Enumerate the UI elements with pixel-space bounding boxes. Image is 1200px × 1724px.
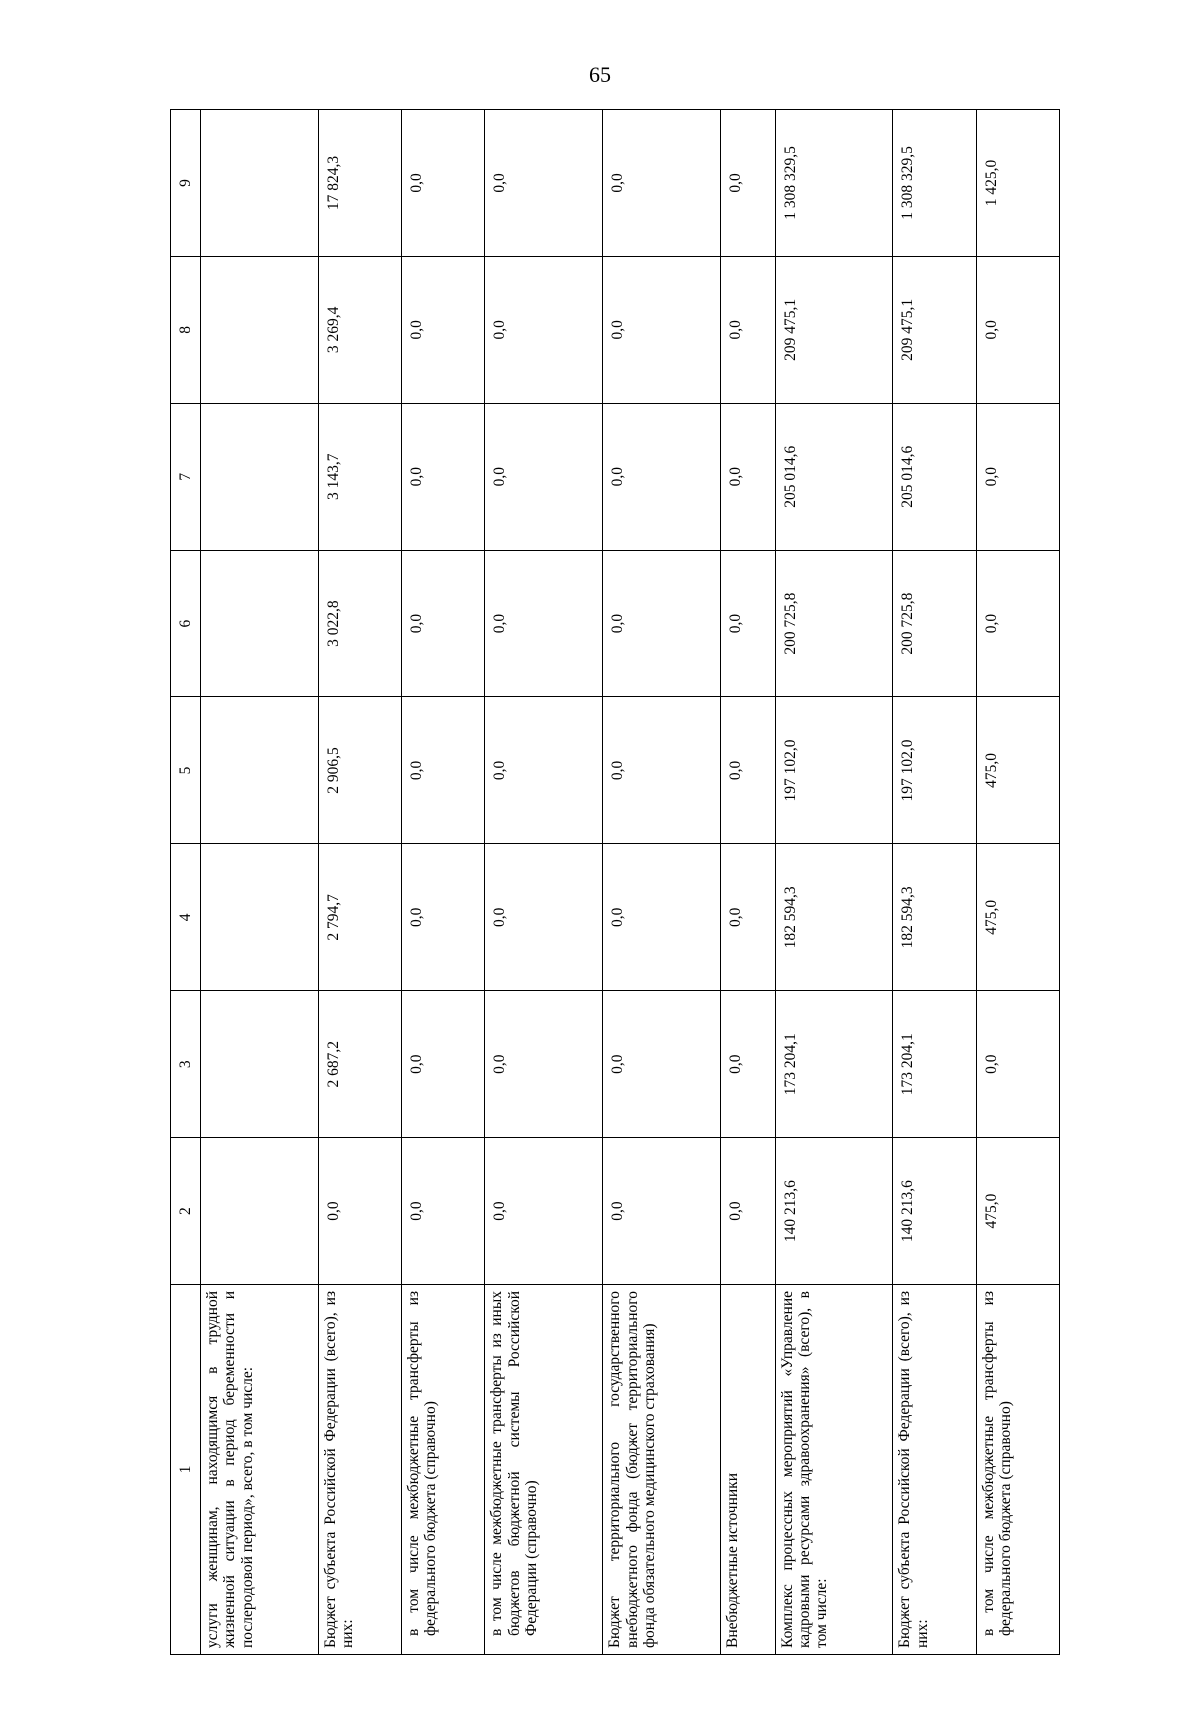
- value-cell: 0,0: [402, 110, 485, 257]
- value-cell: [201, 403, 319, 550]
- value-cell: 205 014,6: [893, 403, 976, 550]
- column-header-9: 9: [171, 110, 201, 257]
- budget-table: [170, 109, 1060, 1655]
- row-label: в том числе межбюджетные трансферты из федерального бюджета (справочно): [402, 1285, 485, 1655]
- column-number-header-row: [171, 110, 201, 1655]
- value-cell: 182 594,3: [775, 844, 893, 991]
- value-cell: 2 794,7: [318, 844, 401, 991]
- table-row: [318, 110, 401, 1655]
- value-cell: 1 308 329,5: [775, 110, 893, 257]
- row-label: Комплекс процессных мероприятий «Управление кадровыми ресурсами здравоохранения» (всего), в том числе:: [775, 1285, 893, 1655]
- value-cell: 0,0: [402, 403, 485, 550]
- value-cell: 0,0: [485, 550, 603, 697]
- value-cell: 2 906,5: [318, 697, 401, 844]
- column-header-8: 8: [171, 256, 201, 403]
- value-cell: 0,0: [603, 991, 721, 1138]
- column-header-7: 7: [171, 403, 201, 550]
- row-label: в том числе межбюджетные трансферты из иных бюджетов бюджетной системы Российской Федерации (справочно): [485, 1285, 603, 1655]
- value-cell: 0,0: [318, 1138, 401, 1285]
- value-cell: 0,0: [976, 991, 1059, 1138]
- column-header-1: 1: [171, 1285, 201, 1655]
- budget-table-container: [170, 110, 1060, 1655]
- value-cell: 0,0: [402, 256, 485, 403]
- value-cell: 182 594,3: [893, 844, 976, 991]
- column-header-6: 6: [171, 550, 201, 697]
- column-header-5: 5: [171, 697, 201, 844]
- value-cell: 0,0: [721, 991, 776, 1138]
- value-cell: 200 725,8: [775, 550, 893, 697]
- value-cell: [201, 1138, 319, 1285]
- value-cell: 2 687,2: [318, 991, 401, 1138]
- row-label: Внебюджетные источники: [721, 1285, 776, 1655]
- row-label: в том числе межбюджетные трансферты из федерального бюджета (справочно): [976, 1285, 1059, 1655]
- value-cell: 3 269,4: [318, 256, 401, 403]
- value-cell: 475,0: [976, 1138, 1059, 1285]
- value-cell: [201, 844, 319, 991]
- table-row: [721, 110, 776, 1655]
- value-cell: 0,0: [402, 844, 485, 991]
- value-cell: 475,0: [976, 844, 1059, 991]
- value-cell: 197 102,0: [775, 697, 893, 844]
- column-header-3: 3: [171, 991, 201, 1138]
- value-cell: 140 213,6: [893, 1138, 976, 1285]
- table-row: [893, 110, 976, 1655]
- value-cell: 0,0: [402, 991, 485, 1138]
- value-cell: 1 425,0: [976, 110, 1059, 257]
- value-cell: 0,0: [603, 403, 721, 550]
- value-cell: 17 824,3: [318, 110, 401, 257]
- value-cell: 0,0: [485, 256, 603, 403]
- value-cell: 0,0: [721, 550, 776, 697]
- value-cell: 0,0: [485, 1138, 603, 1285]
- row-label: услуги женщинам, находящимся в трудной жизненной ситуации в период беременности и послеродовой период», всего, в том числе:: [201, 1285, 319, 1655]
- value-cell: 0,0: [485, 403, 603, 550]
- value-cell: 0,0: [485, 697, 603, 844]
- value-cell: 0,0: [485, 844, 603, 991]
- rotated-table-frame: [170, 110, 1060, 1655]
- value-cell: 0,0: [603, 844, 721, 991]
- value-cell: 0,0: [485, 991, 603, 1138]
- value-cell: 1 308 329,5: [893, 110, 976, 257]
- value-cell: 0,0: [721, 403, 776, 550]
- value-cell: 0,0: [721, 697, 776, 844]
- value-cell: [201, 550, 319, 697]
- value-cell: [201, 256, 319, 403]
- value-cell: 0,0: [721, 1138, 776, 1285]
- row-label: Бюджет субъекта Российской Федерации (всего), из них:: [318, 1285, 401, 1655]
- value-cell: 0,0: [402, 550, 485, 697]
- table-row: [201, 110, 319, 1655]
- value-cell: 209 475,1: [775, 256, 893, 403]
- value-cell: 0,0: [485, 110, 603, 257]
- table-row: [603, 110, 721, 1655]
- table-row: [775, 110, 893, 1655]
- table-row: [976, 110, 1059, 1655]
- value-cell: 475,0: [976, 697, 1059, 844]
- value-cell: 209 475,1: [893, 256, 976, 403]
- value-cell: 0,0: [402, 1138, 485, 1285]
- value-cell: 0,0: [976, 403, 1059, 550]
- value-cell: 0,0: [603, 256, 721, 403]
- value-cell: 173 204,1: [893, 991, 976, 1138]
- value-cell: 205 014,6: [775, 403, 893, 550]
- value-cell: 0,0: [402, 697, 485, 844]
- value-cell: 0,0: [721, 844, 776, 991]
- column-header-4: 4: [171, 844, 201, 991]
- value-cell: [201, 697, 319, 844]
- value-cell: 3 022,8: [318, 550, 401, 697]
- value-cell: 3 143,7: [318, 403, 401, 550]
- page-number: 65: [589, 62, 611, 87]
- value-cell: 0,0: [721, 110, 776, 257]
- value-cell: 0,0: [603, 1138, 721, 1285]
- table-row: [485, 110, 603, 1655]
- column-header-2: 2: [171, 1138, 201, 1285]
- value-cell: 0,0: [976, 256, 1059, 403]
- value-cell: 0,0: [603, 697, 721, 844]
- value-cell: 140 213,6: [775, 1138, 893, 1285]
- value-cell: 197 102,0: [893, 697, 976, 844]
- row-label: Бюджет субъекта Российской Федерации (всего), из них:: [893, 1285, 976, 1655]
- value-cell: 173 204,1: [775, 991, 893, 1138]
- value-cell: [201, 991, 319, 1138]
- value-cell: 0,0: [603, 550, 721, 697]
- table-row: [402, 110, 485, 1655]
- value-cell: 0,0: [721, 256, 776, 403]
- value-cell: 200 725,8: [893, 550, 976, 697]
- value-cell: 0,0: [976, 550, 1059, 697]
- row-label: Бюджет территориального государственного внебюджетного фонда (бюджет территориального фонда обязательного медицинского страхования): [603, 1285, 721, 1655]
- value-cell: [201, 110, 319, 257]
- value-cell: 0,0: [603, 110, 721, 257]
- table-body: [201, 110, 1060, 1655]
